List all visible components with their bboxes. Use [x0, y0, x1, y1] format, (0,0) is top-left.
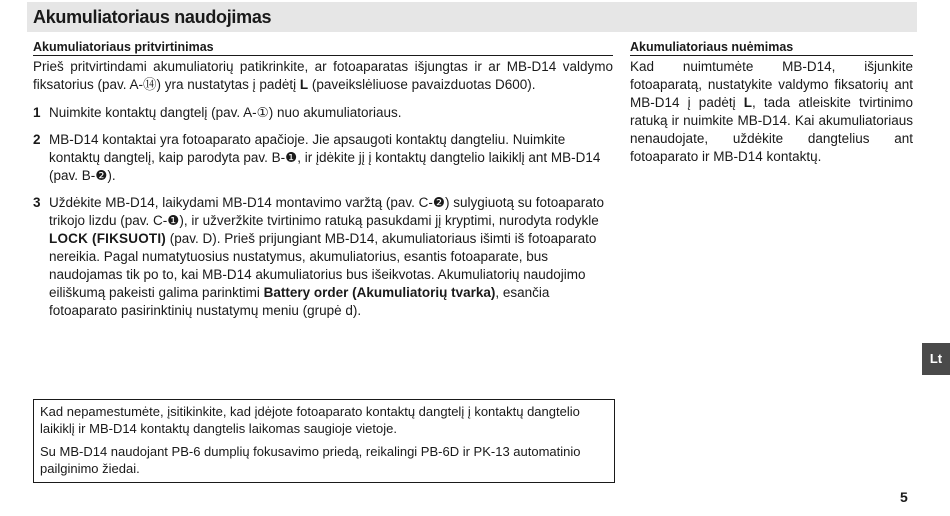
attach-heading: Akumuliatoriaus pritvirtinimas	[33, 40, 613, 56]
remove-heading: Akumuliatoriaus nuėmimas	[630, 40, 913, 56]
attach-steps	[33, 104, 613, 320]
page-number: 5	[900, 489, 908, 505]
step-number: 3	[33, 195, 41, 210]
title-bar	[27, 2, 917, 32]
note-box	[33, 399, 615, 483]
attach-intro-text-b: (paveikslėliuose pavaizduotas D600).	[308, 77, 536, 92]
step-text: MB-D14 kontaktai yra fotoaparato apačioje. Jie apsaugoti kontaktų dangteliu. Nuimkite kontaktų dangtelį, kaip parodyta pav. B-❶, ir įdėkite jį į kontaktų dangtelio laikiklį ant MB-D14 (pav. B-❷).	[49, 132, 601, 183]
note-2: Su MB-D14 naudojant PB-6 dumplių fokusavimo priedą, reikalingi PB-6D ir PK-13 automatinio pailginimo žiedai.	[40, 444, 581, 476]
remove-section	[630, 40, 913, 166]
step-1	[33, 104, 613, 122]
attach-intro-text-a: Prieš pritvirtindami akumuliatorių patikrinkite, ar fotoaparatas išjungtas ir ar MB-D14 valdymo fiksatorius (pav. A-⑭) yra nustatytas į padėtį	[33, 59, 613, 92]
attach-intro-position-l: L	[299, 77, 309, 92]
remove-text	[630, 58, 913, 166]
step-number: 2	[33, 132, 41, 147]
battery-order-menu-label: Battery order (Akumuliatorių tvarka)	[263, 285, 496, 300]
step-text-c: , esančia fotoaparato pasirinktinių nustatymų meniu (grupė d).	[49, 285, 550, 318]
step-3	[33, 194, 613, 320]
lock-label: LOCK (FIKSUOTI)	[49, 231, 166, 246]
step-text: Nuimkite kontaktų dangtelį (pav. A-①) nuo akumuliatoriaus.	[49, 105, 402, 120]
page-title: Akumuliatoriaus naudojimas	[33, 7, 272, 27]
remove-text-a: Kad nuimtumėte MB-D14, išjunkite fotoaparatą, nustatykite valdymo fiksatorių ant MB-D14 į padėtį	[630, 59, 913, 110]
step-number: 1	[33, 105, 41, 120]
remove-text-b: , tada atleiskite tvirtinimo ratuką ir nuimkite MB-D14. Kai akumuliatoriaus nenaudojate, uždėkite dangtelius ant fotoaparato ir MB-D14 kontaktų.	[630, 95, 914, 164]
attach-intro	[33, 58, 613, 94]
remove-position-l: L	[743, 95, 752, 110]
step-2	[33, 131, 613, 185]
note-1: Kad nepamestumėte, įsitikinkite, kad įdėjote fotoaparato kontaktų dangtelį į kontaktų dangtelio laikiklį ir MB-D14 kontaktų dangtelis laikomas saugioje vietoje.	[40, 404, 580, 436]
step-text-b: (pav. D). Prieš prijungiant MB-D14, akumuliatoriaus išimti iš fotoaparato nereikia. Pagal numatytuosius nustatymus, akumuliatorius, esantis fotoaparate, bus naudojamas tik po to, kai MB-D14 akumuliatorius bus išeikvotas. Akumuliatorių naudojimo eiliškumą pakeisti galima parinktimi	[49, 231, 597, 300]
language-tab: Lt	[922, 343, 950, 375]
step-text-a: Uždėkite MB-D14, laikydami MB-D14 montavimo varžtą (pav. C-❷) sulygiuotą su fotoaparato trikojo lizdu (pav. C-❶), ir užveržkite tvirtinimo ratuką pasukdami jį kryptimi, nurodyta rodykle	[49, 195, 605, 228]
attach-section	[33, 40, 613, 329]
